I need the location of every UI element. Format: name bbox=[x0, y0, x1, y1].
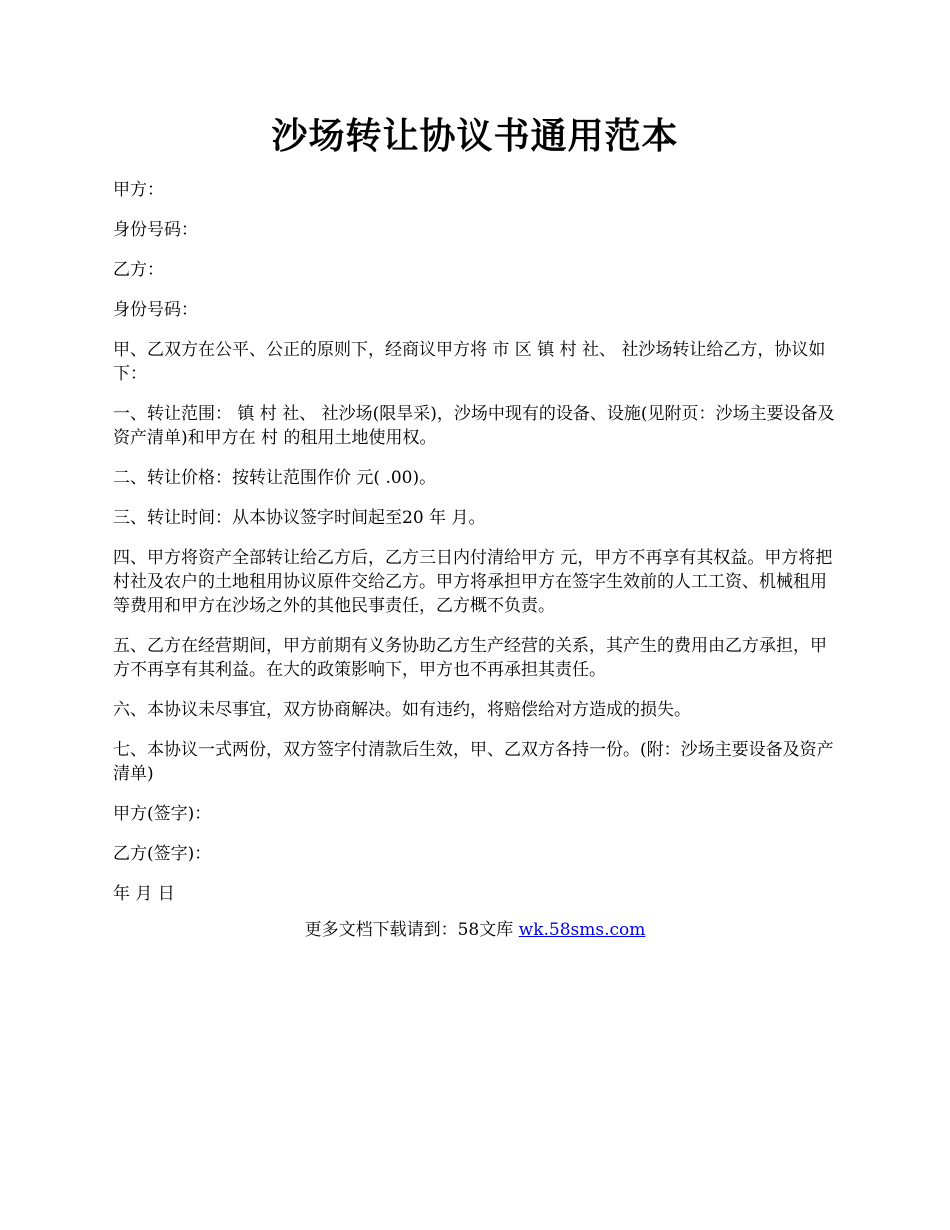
party-a-id-line: 身份号码： bbox=[113, 220, 198, 240]
preamble-paragraph: 甲、乙双方在公平、公正的原则下，经商议甲方将 市 区 镇 村 社、 社沙场转让给乙方，协议如下： bbox=[113, 340, 826, 384]
clause-3-paragraph: 三、转让时间：从本协议签字时间起至20 年 月。 bbox=[113, 508, 486, 528]
clause-2-paragraph: 二、转让价格：按转让范围作价 元( .00)。 bbox=[113, 468, 437, 488]
date-line: 年 月 日 bbox=[113, 884, 175, 904]
footer-link[interactable]: wk.58sms.com bbox=[518, 920, 646, 940]
party-b-signature-line: 乙方(签字)： bbox=[113, 844, 212, 864]
party-a-signature-line: 甲方(签字)： bbox=[113, 804, 212, 824]
footer-text: 更多文档下载请到：58文库 bbox=[304, 920, 519, 940]
download-footer bbox=[0, 918, 950, 942]
party-b-line: 乙方： bbox=[113, 260, 164, 280]
clause-4-paragraph: 四、甲方将资产全部转让给乙方后，乙方三日内付清给甲方 元，甲方不再享有其权益。甲方将把村社及农户的土地租用协议原件交给乙方。甲方将承担甲方在签字生效前的人工工资、机械租用等费用和甲方在沙场之外的其他民事责任，乙方概不负责。 bbox=[113, 548, 833, 616]
clause-1-paragraph: 一、转让范围： 镇 村 社、 社沙场(限旱采)，沙场中现有的设备、设施(见附页：沙场主要设备及资产清单)和甲方在 村 的租用土地使用权。 bbox=[113, 404, 835, 448]
clause-7-paragraph: 七、本协议一式两份，双方签字付清款后生效，甲、乙双方各持一份。(附：沙场主要设备及资产清单) bbox=[113, 740, 834, 784]
document-title: 沙场转让协议书通用范本 bbox=[271, 115, 679, 157]
clause-5-paragraph: 五、乙方在经营期间，甲方前期有义务协助乙方生产经营的关系，其产生的费用由乙方承担，甲方不再享有其利益。在大的政策影响下，甲方也不再承担其责任。 bbox=[113, 636, 827, 680]
party-b-id-line: 身份号码： bbox=[113, 300, 198, 320]
clause-6-paragraph: 六、本协议未尽事宜，双方协商解决。如有违约，将赔偿给对方造成的损失。 bbox=[113, 700, 691, 720]
document-body bbox=[113, 178, 841, 922]
party-a-line: 甲方： bbox=[113, 180, 164, 200]
